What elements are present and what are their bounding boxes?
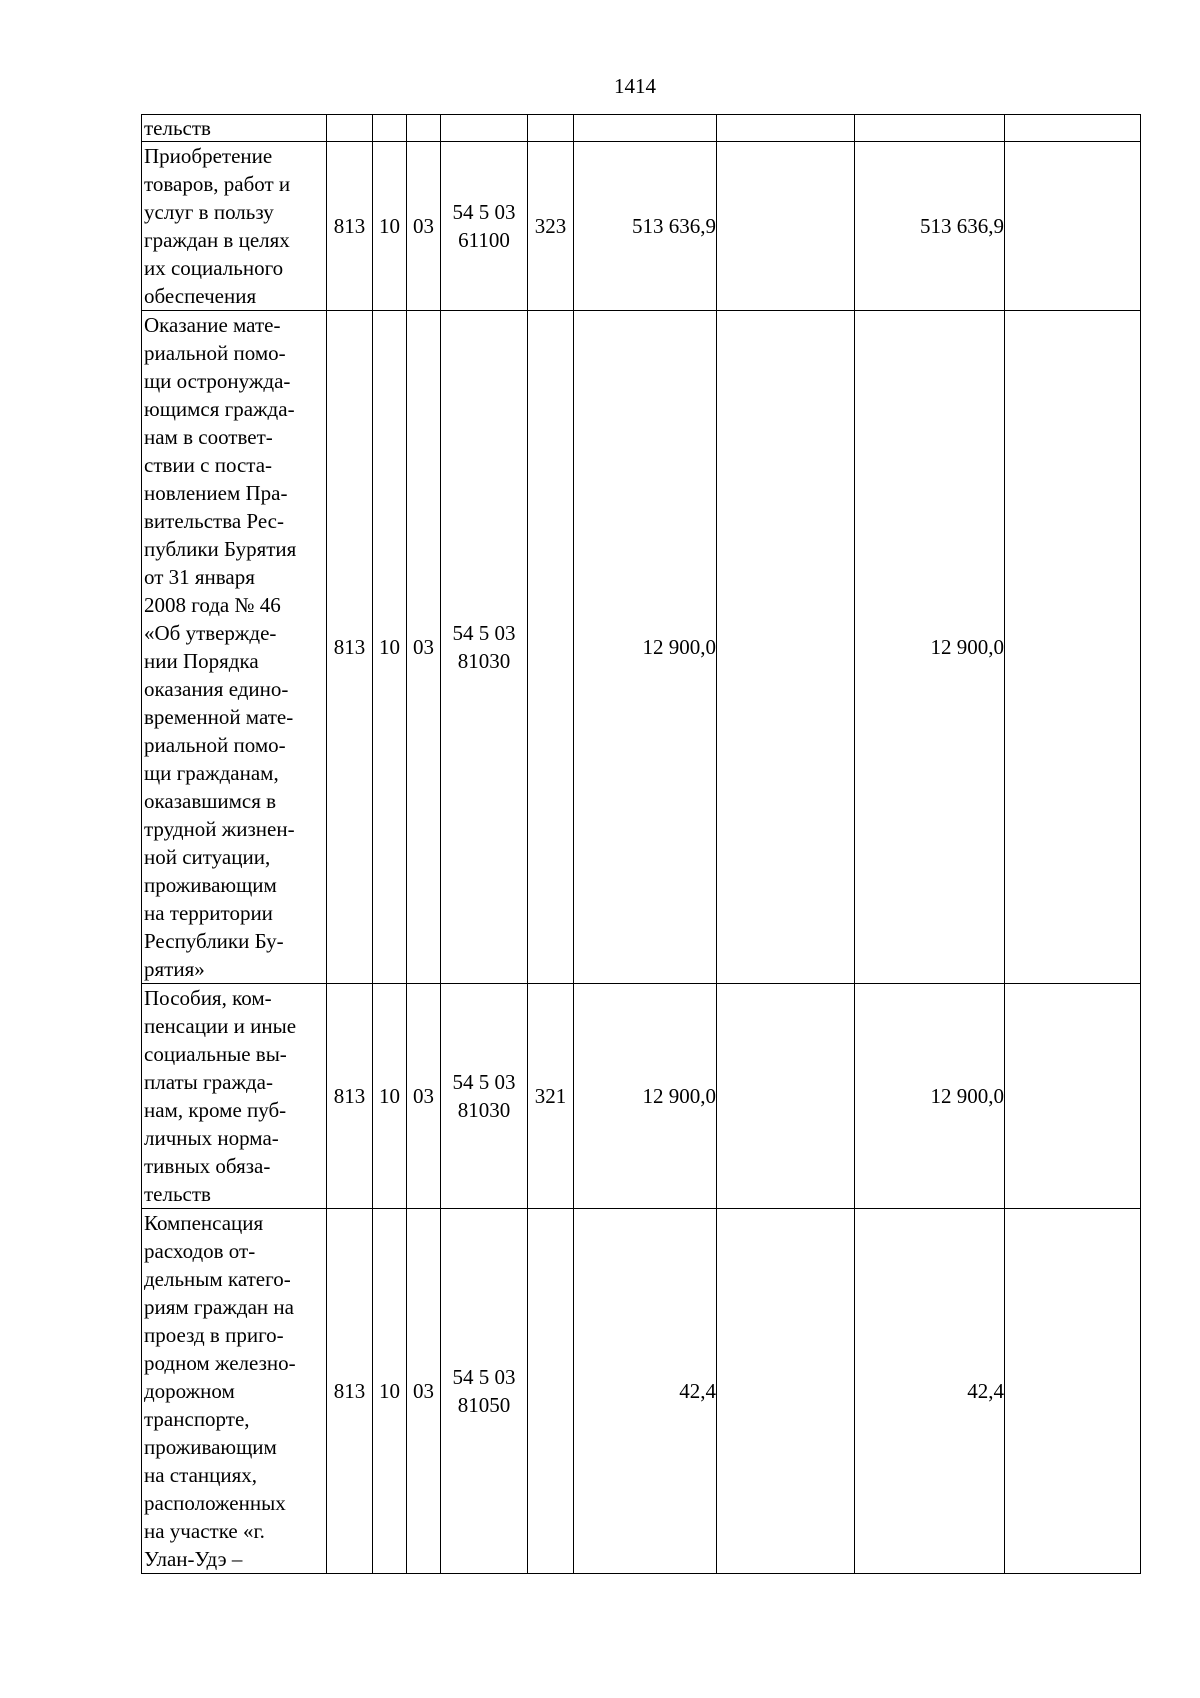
cell-sum-1: 12 900,0	[574, 984, 717, 1209]
cell-pr	[407, 115, 441, 142]
cell-sum-1	[574, 115, 717, 142]
cell-sum-3	[855, 115, 1005, 142]
cell-grbs: 813	[327, 984, 373, 1209]
cell-rz: 10	[373, 142, 407, 311]
cell-vr: 323	[528, 142, 574, 311]
cell-sum-3: 513 636,9	[855, 142, 1005, 311]
cell-pr: 03	[407, 984, 441, 1209]
cell-sum-4	[1005, 984, 1141, 1209]
cell-name: Оказание мате- риальной помо- щи остронужда- ющимся гражда- нам в соответ- ствии с поста- новлением Пра- вительства Рес- публики Бурятия от 31 января 2008 года № 46 «Об утвержде- нии Порядка оказания едино- временной мате- риальной помо- щи гражданам, оказавшимся в трудной жизнен- ной ситуации, проживающим на территории Республики Бу- рятия»	[142, 311, 327, 984]
cell-pr: 03	[407, 142, 441, 311]
budget-table	[141, 114, 1141, 1574]
cell-grbs	[327, 115, 373, 142]
cell-rz: 10	[373, 311, 407, 984]
table-row	[142, 311, 1141, 984]
cell-csr	[441, 115, 528, 142]
cell-sum-2	[717, 984, 855, 1209]
cell-vr	[528, 1209, 574, 1574]
cell-sum-4	[1005, 142, 1141, 311]
cell-sum-3: 12 900,0	[855, 984, 1005, 1209]
cell-pr: 03	[407, 311, 441, 984]
cell-sum-2	[717, 115, 855, 142]
cell-vr: 321	[528, 984, 574, 1209]
cell-sum-3: 42,4	[855, 1209, 1005, 1574]
cell-vr	[528, 115, 574, 142]
cell-name: Компенсация расходов от- дельным катего- риям граждан на проезд в приго- родном железно- дорожном транспорте, проживающим на станциях, расположенных на участке «г. Улан-Удэ –	[142, 1209, 327, 1574]
cell-name: Пособия, ком- пенсации и иные социальные вы- платы гражда- нам, кроме пуб- личных норма- тивных обяза- тельств	[142, 984, 327, 1209]
table-row	[142, 115, 1141, 142]
cell-grbs: 813	[327, 142, 373, 311]
cell-sum-1: 12 900,0	[574, 311, 717, 984]
cell-grbs: 813	[327, 1209, 373, 1574]
cell-name: тельств	[142, 115, 327, 142]
cell-sum-2	[717, 142, 855, 311]
cell-sum-2	[717, 311, 855, 984]
table-row	[142, 984, 1141, 1209]
cell-pr: 03	[407, 1209, 441, 1574]
cell-csr: 54 5 03 81030	[441, 984, 528, 1209]
cell-sum-4	[1005, 311, 1141, 984]
cell-sum-1: 42,4	[574, 1209, 717, 1574]
cell-sum-3: 12 900,0	[855, 311, 1005, 984]
cell-sum-4	[1005, 1209, 1141, 1574]
cell-sum-1: 513 636,9	[574, 142, 717, 311]
cell-grbs: 813	[327, 311, 373, 984]
page-number: 1414	[614, 74, 656, 98]
cell-csr: 54 5 03 81030	[441, 311, 528, 984]
cell-vr	[528, 311, 574, 984]
cell-sum-2	[717, 1209, 855, 1574]
cell-sum-4	[1005, 115, 1141, 142]
cell-rz: 10	[373, 984, 407, 1209]
table-row	[142, 1209, 1141, 1574]
cell-csr: 54 5 03 61100	[441, 142, 528, 311]
cell-name: Приобретение товаров, работ и услуг в пользу граждан в целях их социального обеспечения	[142, 142, 327, 311]
cell-rz: 10	[373, 1209, 407, 1574]
cell-rz	[373, 115, 407, 142]
cell-csr: 54 5 03 81050	[441, 1209, 528, 1574]
table-row	[142, 142, 1141, 311]
